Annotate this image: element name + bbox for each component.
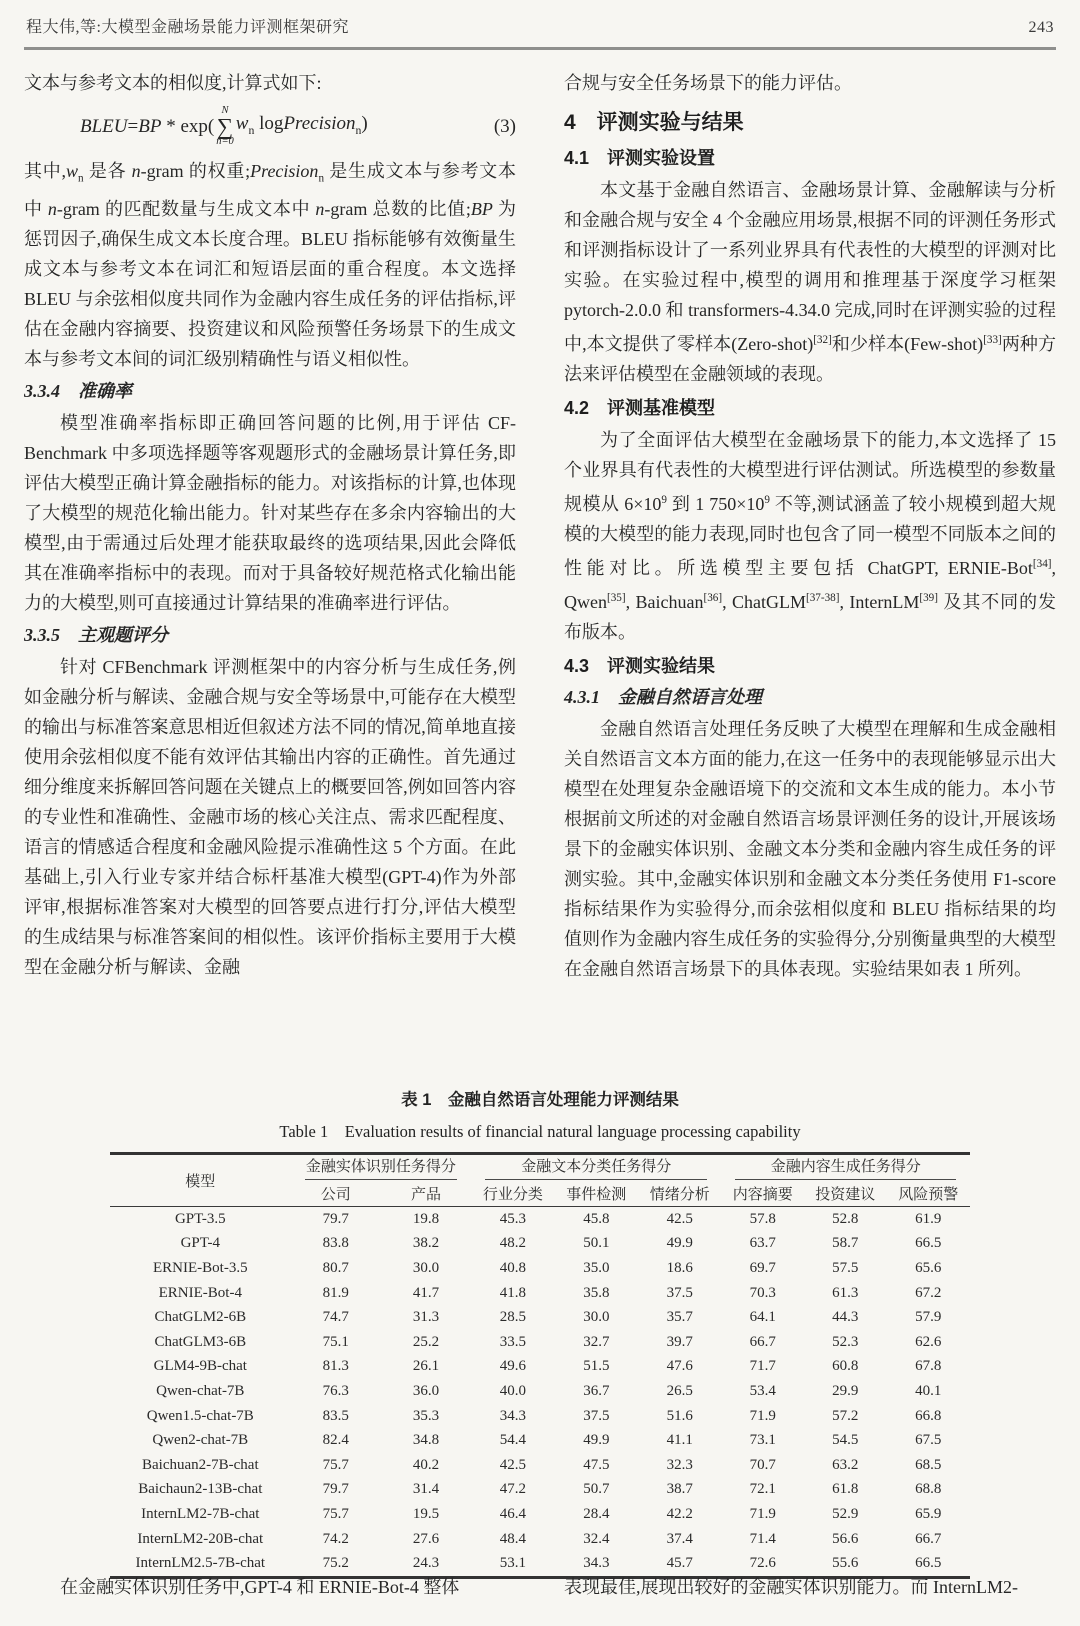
score-cell: 52.9 <box>832 1505 859 1522</box>
table-row <box>110 1281 970 1306</box>
column-header-summary: 内容摘要 <box>721 1180 804 1207</box>
running-header <box>26 14 1054 37</box>
running-title: 程大伟,等:大模型金融场景能力评测框架研究 <box>26 19 349 36</box>
model-name-cell: Baichuan2-7B-chat <box>141 1456 259 1473</box>
model-name-cell: Qwen2-chat-7B <box>152 1432 249 1449</box>
score-cell: 45.7 <box>666 1555 693 1572</box>
heading-4-3-1: 4.3.1 金融自然语言处理 <box>564 687 762 707</box>
score-cell: 40.2 <box>412 1456 440 1473</box>
score-cell: 61.9 <box>915 1210 942 1227</box>
score-cell: 26.5 <box>666 1382 693 1399</box>
score-cell: 67.8 <box>915 1358 942 1375</box>
score-cell: 61.8 <box>832 1481 859 1498</box>
model-name-cell: GPT-3.5 <box>174 1210 226 1227</box>
score-cell: 81.9 <box>322 1284 349 1301</box>
score-cell: 46.4 <box>499 1505 527 1522</box>
score-cell: 36.7 <box>583 1382 610 1399</box>
score-cell: 60.8 <box>832 1358 859 1375</box>
model-name-cell: Qwen-chat-7B <box>156 1382 245 1399</box>
score-cell: 53.4 <box>749 1382 776 1399</box>
paragraph-lead-right: 合规与安全任务场景下的能力评估。 <box>564 73 852 93</box>
equation-number: (3) <box>493 116 516 137</box>
score-cell: 83.5 <box>322 1407 349 1424</box>
score-cell: 71.9 <box>749 1407 776 1424</box>
score-cell: 38.7 <box>666 1481 693 1498</box>
model-name-cell: Baichaun2-13B-chat <box>138 1481 263 1498</box>
table-row <box>110 1305 970 1330</box>
page-number: 243 <box>1028 19 1054 36</box>
score-cell: 35.3 <box>412 1407 440 1424</box>
score-cell: 34.3 <box>583 1555 610 1572</box>
score-cell: 47.2 <box>499 1481 527 1498</box>
score-cell: 37.5 <box>583 1407 610 1424</box>
score-cell: 40.0 <box>499 1382 527 1399</box>
score-cell: 67.5 <box>915 1432 942 1449</box>
score-cell: 48.2 <box>499 1235 527 1252</box>
score-cell: 19.8 <box>412 1210 440 1227</box>
score-cell: 66.5 <box>915 1555 942 1572</box>
left-column <box>24 68 516 1082</box>
model-name-cell: ERNIE-Bot-3.5 <box>153 1259 248 1276</box>
table-row <box>110 1502 970 1527</box>
score-cell: 66.7 <box>915 1530 942 1547</box>
score-cell: 41.1 <box>666 1432 693 1449</box>
score-cell: 41.7 <box>412 1284 440 1301</box>
score-cell: 57.9 <box>915 1309 942 1326</box>
score-cell: 58.7 <box>832 1235 859 1252</box>
column-header-industry: 行业分类 <box>471 1180 554 1207</box>
score-cell: 71.4 <box>749 1530 776 1547</box>
score-cell: 49.6 <box>499 1358 527 1375</box>
score-cell: 40.8 <box>499 1259 527 1276</box>
score-cell: 28.5 <box>499 1309 527 1326</box>
score-cell: 79.7 <box>322 1481 349 1498</box>
score-cell: 37.5 <box>666 1284 693 1301</box>
paragraph-lead-left: 文本与参考文本的相似度,计算式如下: <box>24 73 322 93</box>
score-cell: 69.7 <box>749 1259 776 1276</box>
paragraph-4-1: 本文基于金融自然语言、金融场景计算、金融解读与分析和金融合规与安全 4 个金融应用场景,根据不同的评测任务形式和评测指标设计了一系列业界具有代表性的大模型的评测对比实验。在实验过程中,模型的调用和推理基于深度学习框架 pytorch-2.0.0 和 transformers-4.34.0 完成,同时在评测实验的过程中,本文提供了零样本(Zero-shot)[32]和少样本(Few-shot)[33]两种方法来评估模型在金融领域的表现。 <box>564 180 1056 384</box>
heading-4-3: 4.3 评测实验结果 <box>564 656 716 676</box>
formula-lhs: BLEU=BP * exp( <box>80 116 215 137</box>
model-name-cell: InternLM2.5-7B-chat <box>135 1555 266 1572</box>
table-row <box>110 1330 970 1355</box>
score-cell: 82.4 <box>322 1432 349 1449</box>
footer-columns <box>24 1572 1056 1602</box>
score-cell: 73.1 <box>749 1432 776 1449</box>
score-cell: 66.7 <box>749 1333 776 1350</box>
score-cell: 75.7 <box>322 1456 349 1473</box>
header-rule <box>24 47 1056 50</box>
table-row <box>110 1207 970 1232</box>
score-cell: 53.1 <box>499 1555 527 1572</box>
score-cell: 66.8 <box>915 1407 942 1424</box>
column-header-product: 产品 <box>381 1180 471 1207</box>
score-cell: 83.8 <box>322 1235 349 1252</box>
table-row <box>110 1453 970 1478</box>
score-cell: 30.0 <box>583 1309 610 1326</box>
column-header-model: 模型 <box>110 1154 291 1207</box>
score-cell: 32.3 <box>666 1456 693 1473</box>
score-cell: 70.7 <box>749 1456 776 1473</box>
score-cell: 72.6 <box>749 1555 776 1572</box>
score-cell: 50.7 <box>583 1481 610 1498</box>
score-cell: 34.8 <box>412 1432 440 1449</box>
score-cell: 71.9 <box>749 1505 776 1522</box>
heading-4-2: 4.2 评测基准模型 <box>564 398 716 418</box>
column-header-event: 事件检测 <box>555 1180 638 1207</box>
score-cell: 30.0 <box>412 1259 440 1276</box>
score-cell: 47.6 <box>666 1358 693 1375</box>
score-cell: 63.7 <box>749 1235 776 1252</box>
column-header-sentiment: 情绪分析 <box>638 1180 721 1207</box>
score-cell: 19.5 <box>412 1505 440 1522</box>
score-cell: 74.2 <box>322 1530 349 1547</box>
heading-3-3-4: 3.3.4 准确率 <box>24 380 132 401</box>
score-cell: 38.2 <box>412 1235 440 1252</box>
table-body <box>110 1207 970 1578</box>
table-section <box>0 1086 1080 1579</box>
score-cell: 81.3 <box>322 1358 349 1375</box>
score-cell: 57.5 <box>832 1259 859 1276</box>
score-cell: 26.1 <box>412 1358 440 1375</box>
score-cell: 57.8 <box>749 1210 776 1227</box>
score-cell: 24.3 <box>412 1555 440 1572</box>
score-cell: 49.9 <box>666 1235 693 1252</box>
table-row <box>110 1379 970 1404</box>
model-name-cell: InternLM2-7B-chat <box>141 1505 260 1522</box>
heading-4: 4 评测实验与结果 <box>564 111 744 134</box>
score-cell: 64.1 <box>749 1309 776 1326</box>
table-row <box>110 1428 970 1453</box>
paragraph-4-3-1: 金融自然语言处理任务反映了大模型在理解和生成金融相关自然语言文本方面的能力,在这一任务中的表现能够显示出大模型在处理复杂金融语境下的交流和文本生成的能力。本小节根据前文所述的对金融自然语言场景评测任务的设计,开展该场景下的金融实体识别、金融文本分类和金融内容生成任务的评测实验。其中,金融实体识别和金融文本分类任务使用 F1-score 指标结果作为实验得分,而余弦相似度和 BLEU 指标结果的均值则作为金融内容生成任务的实验得分,分别衡量典型的大模型在金融自然语言场景下的具体表现。实验结果如表 1 所列。 <box>564 719 1056 979</box>
score-cell: 75.2 <box>322 1555 349 1572</box>
score-cell: 27.6 <box>412 1530 440 1547</box>
table-row <box>110 1404 970 1429</box>
score-cell: 54.5 <box>832 1432 859 1449</box>
score-cell: 45.8 <box>583 1210 610 1227</box>
model-name-cell: ChatGLM2-6B <box>154 1309 247 1326</box>
score-cell: 63.2 <box>832 1456 859 1473</box>
paragraph-subjective: 针对 CFBenchmark 评测框架中的内容分析与生成任务,例如金融分析与解读、金融合规与安全等场景中,可能存在大模型的输出与标准答案意思相近但叙述方法不同的情况,简单地直接使用余弦相似度不能有效评估其输出内容的正确性。首先通过细分维度来拆解回答问题在关键点上的概要回答,例如回答内容的专业性和准确性、金融市场的核心关注点、需求匹配程度、语言的情感适合程度和金融风险提示准确性这 5 个方面。在此基础上,引入行业专家并结合标杆基准大模型(GPT-4)作为外部评审,根据标准答案对大模型的回答要点进行打分,评估大模型的生成结果与标准答案间的相似性。该评价指标主要用于大模型在金融分析与解读、金融 <box>24 656 516 977</box>
score-cell: 68.5 <box>915 1456 942 1473</box>
model-name-cell: ChatGLM3-6B <box>154 1333 247 1350</box>
model-name-cell: GLM4-9B-chat <box>153 1358 247 1375</box>
score-cell: 36.0 <box>412 1382 440 1399</box>
score-cell: 42.5 <box>666 1210 693 1227</box>
score-cell: 51.6 <box>666 1407 693 1424</box>
score-cell: 28.4 <box>583 1505 610 1522</box>
score-cell: 52.8 <box>832 1210 859 1227</box>
score-cell: 31.3 <box>412 1309 440 1326</box>
group-header-generation: 金融内容生成任务得分 <box>721 1154 970 1181</box>
column-header-risk: 风险预警 <box>887 1180 970 1207</box>
model-name-cell: Qwen1.5-chat-7B <box>146 1407 254 1424</box>
score-cell: 33.5 <box>499 1333 527 1350</box>
score-cell: 65.9 <box>915 1505 942 1522</box>
paragraph-4-2: 为了全面评估大模型在金融场景下的能力,本文选择了 15 个业界具有代表性的大模型进行评估测试。所选模型的参数量规模从 $6\times 10^9$ 到 1 $750\times 10^9$ 不等,测试涵盖了较小规模到超大规模的大模型的能力表现,同时也包含了同一模型不同版本之间的性能对比。所选模型主要包括 ChatGPT, ERNIE-Bot[34], Qwen[35], Baichuan[36], ChatGLM[37-38], InternLM[39] 及其不同的发布版本。 <box>564 430 1056 642</box>
table-row <box>110 1527 970 1552</box>
sigma-glyph: ∑ <box>216 113 234 139</box>
score-cell: 56.6 <box>832 1530 859 1547</box>
score-cell: 65.6 <box>915 1259 942 1276</box>
score-cell: 50.1 <box>583 1235 610 1252</box>
score-cell: 57.2 <box>832 1407 859 1424</box>
score-cell: 32.7 <box>583 1333 610 1350</box>
score-cell: 54.4 <box>499 1432 527 1449</box>
score-cell: 67.2 <box>915 1284 942 1301</box>
model-name-cell: GPT-4 <box>180 1235 221 1252</box>
score-cell: 40.1 <box>915 1382 942 1399</box>
heading-4-1: 4.1 评测实验设置 <box>564 148 716 168</box>
score-cell: 74.7 <box>322 1309 349 1326</box>
score-cell: 76.3 <box>322 1382 349 1399</box>
table-row <box>110 1232 970 1257</box>
footer-left-text: 在金融实体识别任务中,GPT-4 和 ERNIE-Bot-4 整体 <box>60 1577 460 1597</box>
sum-lower-limit: n=0 <box>216 136 234 148</box>
group-header-entity: 金融实体识别任务得分 <box>291 1154 472 1181</box>
table-row <box>110 1256 970 1281</box>
footer-right-text: 表现最佳,展现出较好的金融实体识别能力。而 InternLM2- <box>564 1577 1018 1597</box>
paragraph-bleu: 其中$,w_n$ 是各 n-gram 的权重;Precision$_n$ 是生成文本与参考文本中 n-gram 的匹配数量与生成文本中 n-gram 总数的比值;BP 为惩罚因子,确保生成文本长度合理。BLEU 指标能够有效衡量生成文本与参考文本在词汇和短语层面的重合程度。本文选择 BLEU 与余弦相似度共同作为金融内容生成任务的评估指标,评估在金融内容摘要、投资建议和风险预警任务场景下的生成文本与参考文本间的词汇级别精确性与语义相似性。 <box>24 161 517 369</box>
score-cell: 75.1 <box>322 1333 349 1350</box>
group-header-classification: 金融文本分类任务得分 <box>471 1154 721 1181</box>
heading-3-3-5: 3.3.5 主观题评分 <box>24 624 168 645</box>
table-row <box>110 1478 970 1503</box>
score-cell: 35.8 <box>583 1284 610 1301</box>
formula-rhs: $w_n$ logPrecision$_n$) <box>235 112 368 137</box>
score-cell: 37.4 <box>666 1530 693 1547</box>
score-cell: 71.7 <box>749 1358 776 1375</box>
model-name-cell: InternLM2-20B-chat <box>137 1530 264 1547</box>
score-cell: 66.5 <box>915 1235 942 1252</box>
paragraph-accuracy: 模型准确率指标即正确回答问题的比例,用于评估 CF-Benchmark 中多项选择题等客观题形式的金融场景计算任务,即评估大模型正确计算金融指标的能力。对该指标的计算,也体现了大模型的规范化输出能力。针对某些存在多余内容输出的大模型,由于需通过后处理才能获取最终的选项结果,因此会降低其在准确率指标中的表现。而对于具备较好规范格式化输出能力的大模型,则可直接通过计算结果的准确率进行评估。 <box>24 412 516 613</box>
bleu-formula <box>24 98 516 156</box>
score-cell: 35.0 <box>583 1259 610 1276</box>
column-header-company: 公司 <box>291 1180 381 1207</box>
score-cell: 18.6 <box>666 1259 693 1276</box>
score-cell: 31.4 <box>412 1481 440 1498</box>
table-group-header-row <box>110 1154 970 1181</box>
formula-body <box>80 106 368 148</box>
right-column <box>564 68 1056 1082</box>
score-cell: 61.3 <box>832 1284 859 1301</box>
body-columns <box>24 68 1056 1082</box>
score-cell: 32.4 <box>583 1530 610 1547</box>
score-cell: 35.7 <box>666 1309 693 1326</box>
score-cell: 42.2 <box>666 1505 693 1522</box>
score-cell: 47.5 <box>583 1456 610 1473</box>
table-caption-zh: 表 1 金融自然语言处理能力评测结果 <box>401 1091 679 1109</box>
column-header-advice: 投资建议 <box>804 1180 887 1207</box>
summation-symbol <box>216 106 234 148</box>
evaluation-table <box>110 1152 970 1579</box>
table-row <box>110 1355 970 1380</box>
score-cell: 49.9 <box>583 1432 610 1449</box>
score-cell: 44.3 <box>832 1309 859 1326</box>
score-cell: 62.6 <box>915 1333 942 1350</box>
score-cell: 75.7 <box>322 1505 349 1522</box>
score-cell: 52.3 <box>832 1333 859 1350</box>
score-cell: 51.5 <box>583 1358 610 1375</box>
score-cell: 29.9 <box>832 1382 859 1399</box>
model-name-cell: ERNIE-Bot-4 <box>158 1284 242 1301</box>
score-cell: 48.4 <box>499 1530 527 1547</box>
score-cell: 42.5 <box>499 1456 527 1473</box>
score-cell: 39.7 <box>666 1333 693 1350</box>
score-cell: 25.2 <box>412 1333 440 1350</box>
score-cell: 68.8 <box>915 1481 942 1498</box>
table-caption-en: Table 1 Evaluation results of financial natural language processing capability <box>279 1122 801 1141</box>
score-cell: 70.3 <box>749 1284 776 1301</box>
score-cell: 79.7 <box>322 1210 349 1227</box>
score-cell: 72.1 <box>749 1481 776 1498</box>
score-cell: 80.7 <box>322 1259 349 1276</box>
score-cell: 45.3 <box>499 1210 527 1227</box>
score-cell: 34.3 <box>499 1407 527 1424</box>
sum-upper-limit: N <box>221 105 229 117</box>
score-cell: 55.6 <box>832 1555 859 1572</box>
score-cell: 41.8 <box>499 1284 527 1301</box>
